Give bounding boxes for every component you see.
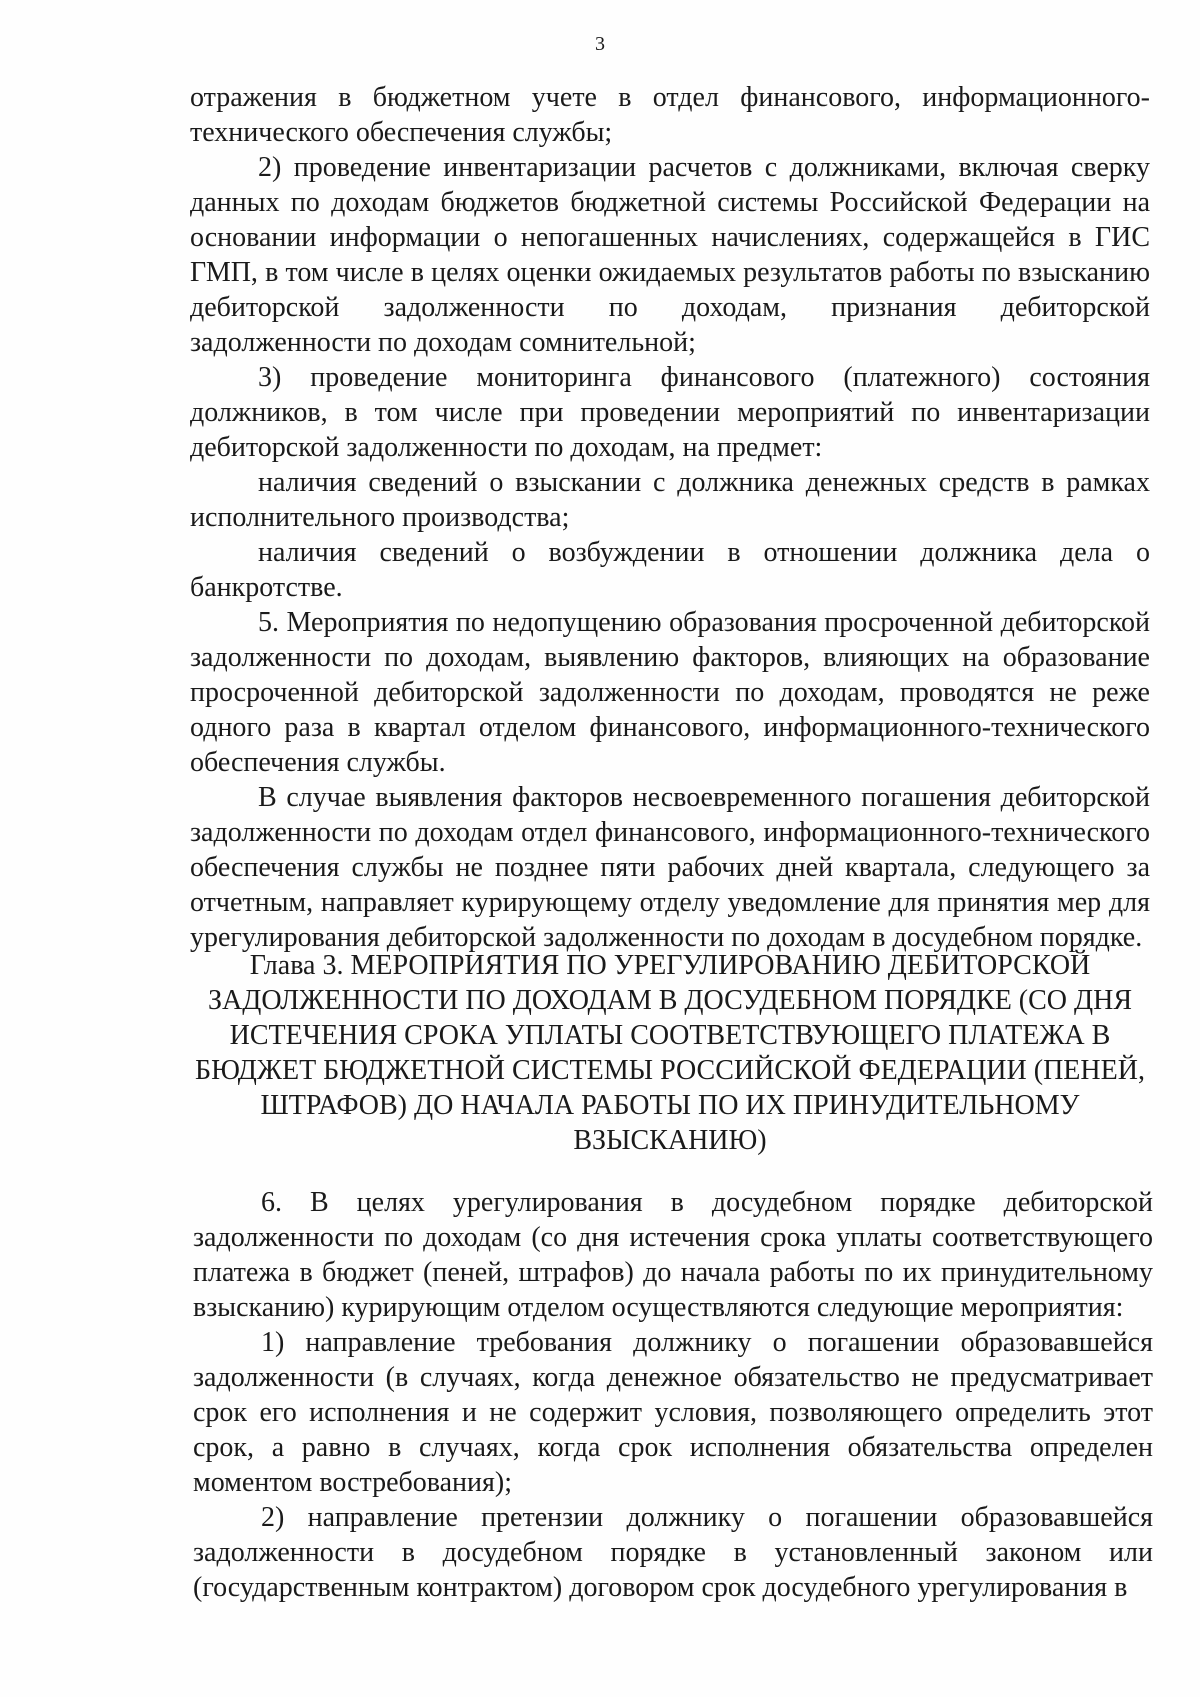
text-block-bottom (193, 1185, 1153, 1605)
text-block-top (190, 80, 1150, 955)
paragraph: 2) проведение инвентаризации расчетов с должниками, включая сверку данных по доходам бюджетов бюджетной системы Российской Федерации на основании информации о непогашенных начислениях, содержащейся в ГИС ГМП, в том числе в целях оценки ожидаемых результатов работы по взысканию дебиторской задолженности по доходам, признания дебиторской задолженности по доходам сомнительной; (190, 152, 1150, 358)
chapter-heading: Глава 3. МЕРОПРИЯТИЯ ПО УРЕГУЛИРОВАНИЮ ДЕБИТОРСКОЙ ЗАДОЛЖЕННОСТИ ПО ДОХОДАМ В ДОСУДЕБНОМ ПОРЯДКЕ (СО ДНЯ ИСТЕЧЕНИЯ СРОКА УПЛАТЫ СООТВЕТСТВУЮЩЕГО ПЛАТЕЖА В БЮДЖЕТ БЮДЖЕТНОЙ СИСТЕМЫ РОССИЙСКОЙ ФЕДЕРАЦИИ (ПЕНЕЙ, ШТРАФОВ) ДО НАЧАЛА РАБОТЫ ПО ИХ ПРИНУДИТЕЛЬНОМУ ВЗЫСКАНИЮ) (195, 950, 1145, 1156)
paragraph: наличия сведений о взыскании с должника денежных средств в рамках исполнительного производства; (190, 467, 1150, 533)
paragraph: наличия сведений о возбуждении в отношении должника дела о банкротстве. (190, 537, 1150, 603)
paragraph: 3) проведение мониторинга финансового (платежного) состояния должников, в том числе при проведении мероприятий по инвентаризации дебиторской задолженности по доходам, на предмет: (190, 362, 1150, 463)
paragraph: 2) направление претензии должнику о погашении образовавшейся задолженности в досудебном порядке в установленный законом или (государственным контрактом) договором срок досудебного урегулирования в (193, 1502, 1153, 1603)
page-number: 3 (595, 33, 605, 55)
paragraph: 5. Мероприятия по недопущению образования просроченной дебиторской задолженности по доходам, выявлению факторов, влияющих на образование просроченной дебиторской задолженности по доходам, проводятся не реже одного раза в квартал отделом финансового, информационного-технического обеспечения службы. (190, 607, 1150, 778)
paragraph: 6. В целях урегулирования в досудебном порядке дебиторской задолженности по доходам (со дня истечения срока уплаты соответствующего платежа в бюджет (пеней, штрафов) до начала работы по их принудительному взысканию) курирующим отделом осуществляются следующие мероприятия: (193, 1187, 1153, 1323)
paragraph: 1) направление требования должнику о погашении образовавшейся задолженности (в случаях, когда денежное обязательство не предусматривает срок его исполнения и не содержит условия, позволяющего определить этот срок, а равно в случаях, когда срок исполнения обязательства определен моментом востребования); (193, 1327, 1153, 1498)
paragraph: отражения в бюджетном учете в отдел финансового, информационного-технического обеспечения службы; (190, 82, 1150, 148)
paragraph: В случае выявления факторов несвоевременного погашения дебиторской задолженности по доходам отдел финансового, информационного-технического обеспечения службы не позднее пяти рабочих дней квартала, следующего за отчетным, направляет курирующему отделу уведомление для принятия мер для урегулирования дебиторской задолженности по доходам в досудебном порядке. (190, 782, 1150, 953)
